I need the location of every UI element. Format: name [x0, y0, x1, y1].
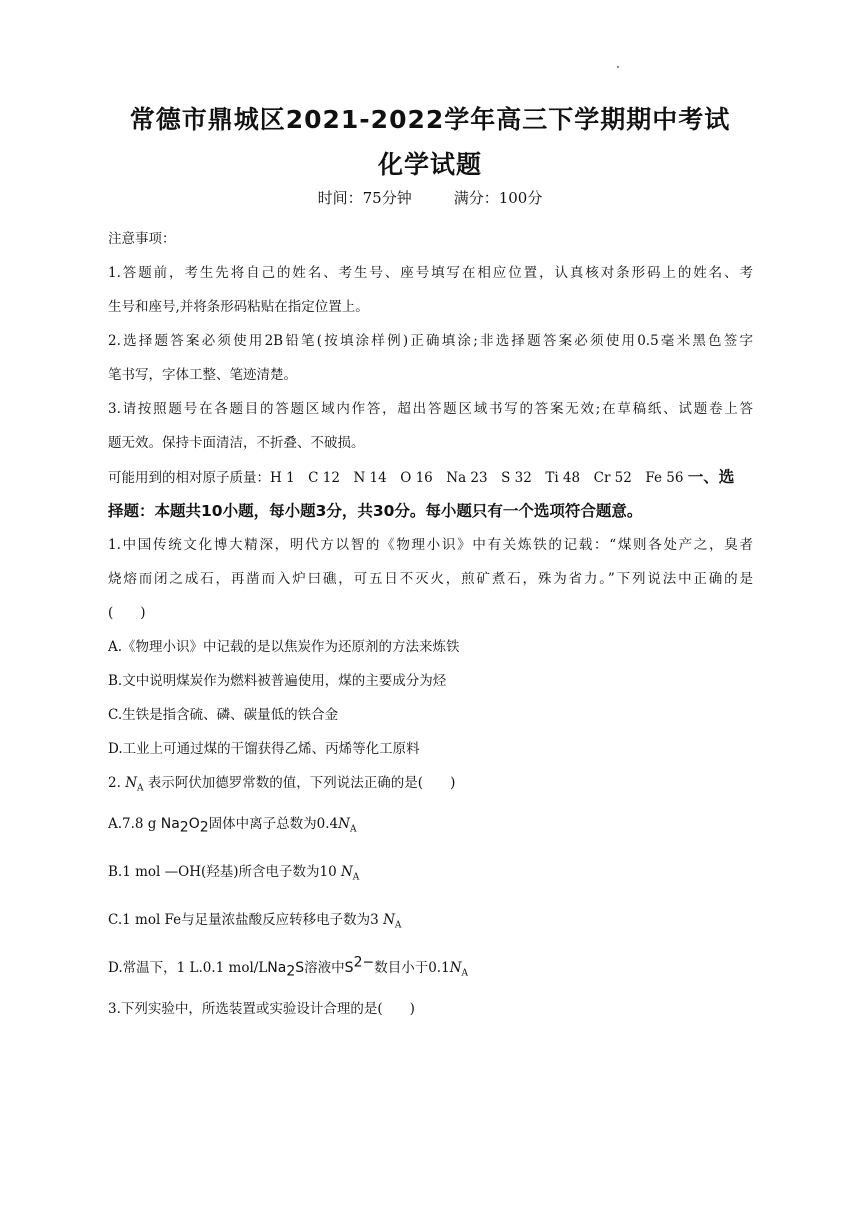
q2-option-b	[108, 848, 753, 896]
atomic-masses-line	[108, 460, 753, 494]
q2-b-text: B.1 mol —OH(羟基)所含电子数为10	[108, 864, 337, 880]
q2-a-sub-1: 2	[179, 819, 189, 836]
notice-item-2-line-1: 2.选择题答案必须使用2B铅笔(按填涂样例)正确填涂;非选择题答案必须使用0.5毫米黑色签字	[108, 333, 753, 349]
notice-heading: 注意事项：	[108, 231, 176, 247]
q2-option-a	[108, 800, 753, 848]
q2-number: 2.	[108, 775, 121, 791]
q2-a-pre: A.7.8 g	[108, 816, 161, 832]
q2-stem	[108, 766, 753, 800]
q2-d-post: 数目小于0.1	[374, 960, 450, 976]
q2-a-formula-na: Na	[160, 816, 180, 832]
q1-answer-paren: ( )	[108, 605, 146, 621]
avogadro-symbol: N	[125, 775, 137, 791]
scan-dot	[617, 66, 619, 68]
q2-c-na-symbol: N	[383, 912, 395, 928]
notice-item-1-line-2: 生号和座号,并将条形码粘贴在指定位置上。	[108, 299, 369, 315]
q2-a-sub-2: 2	[199, 819, 209, 836]
notice-item-1-line-1: 1.答题前，考生先将自己的姓名、考生号、座号填写在相应位置，认真核对条形码上的姓名、考	[108, 265, 753, 281]
q2-d-ion-charge: 2−	[353, 954, 375, 971]
section-heading-rest: 择题：本题共10小题，每小题3分，共30分。每小题只有一个选项符合题意。	[108, 502, 643, 520]
exam-meta	[0, 187, 860, 208]
q2-a-formula-o: O	[188, 816, 200, 832]
notice-item-2-line-2: 笔书写，字体工整、笔迹清楚。	[108, 367, 297, 383]
exam-subject-title: 化学试题	[377, 150, 482, 179]
q2-d-sub: 2	[286, 963, 296, 980]
exam-body	[108, 222, 753, 1026]
q1-stem-line-1: 1.中国传统文化博大精深，明代方以智的《物理小识》中有关炼铁的记载：“煤则各处产之，臭者	[108, 537, 753, 553]
q2-d-pre: D.常温下，1 L.0.1 mol/L	[108, 960, 268, 976]
q1-stem-line-2: 烧熔而闭之成石，再凿而入炉曰礁，可五日不灭火，煎矿煮石，殊为省力。”下列说法中正确的是	[108, 571, 753, 587]
q2-b-na-sub: A	[352, 872, 360, 883]
avogadro-subscript: A	[137, 783, 144, 794]
q2-a-post: 固体中离子总数为0.4	[208, 816, 339, 832]
notice-item-3-line-2: 题无效。保持卡面清洁，不折叠、不破损。	[108, 435, 365, 451]
q1-option-c: C.生铁是指含硫、磷、碳量低的铁合金	[108, 707, 339, 723]
q1-option-b: B.文中说明煤炭作为燃料被普遍使用，煤的主要成分为烃	[108, 673, 447, 689]
atomic-masses-label: 可能用到的相对原子质量：H 1 C 12 N 14 O 16 Na 23 S 32 Ti 48 Cr 52 Fe 56	[108, 470, 684, 486]
q2-d-formula-na: Na	[267, 960, 287, 976]
q2-d-na-symbol: N	[449, 960, 462, 976]
notice-item-3-line-1: 3.请按照题号在各题目的答题区域内作答，超出答题区域书写的答案无效;在草稿纸、试题卷上答	[108, 401, 753, 417]
q2-d-formula-s: S	[295, 960, 305, 976]
q1-option-d: D.工业上可通过煤的干馏获得乙烯、丙烯等化工原料	[108, 741, 420, 757]
q2-stem-text: 表示阿伏加德罗常数的值，下列说法正确的是( )	[147, 775, 456, 791]
q2-d-ion: S	[344, 960, 354, 976]
exam-time: 时间：75分钟	[317, 189, 412, 207]
q2-d-na-sub: A	[461, 968, 468, 979]
q2-option-c	[108, 896, 753, 944]
q2-c-na-sub: A	[394, 920, 402, 931]
q2-c-text: C.1 mol Fe与足量浓盐酸反应转移电子数为3	[108, 912, 379, 928]
q2-b-na-symbol: N	[340, 864, 353, 880]
exam-score: 满分：100分	[453, 189, 543, 207]
q2-a-na-symbol: N	[338, 816, 350, 832]
q1-option-a: A.《物理小识》中记载的是以焦炭作为还原剂的方法来炼铁	[108, 639, 460, 655]
q2-option-d	[108, 944, 753, 992]
section-heading-start: 一、选	[687, 468, 735, 486]
q2-d-mid: 溶液中	[304, 960, 345, 976]
exam-title: 常德市鼎城区2021-2022学年高三下学期期中考试	[129, 105, 731, 134]
q3-stem: 3.下列实验中，所选装置或实验设计合理的是( )	[108, 1001, 415, 1017]
q2-a-na-sub: A	[349, 824, 357, 835]
